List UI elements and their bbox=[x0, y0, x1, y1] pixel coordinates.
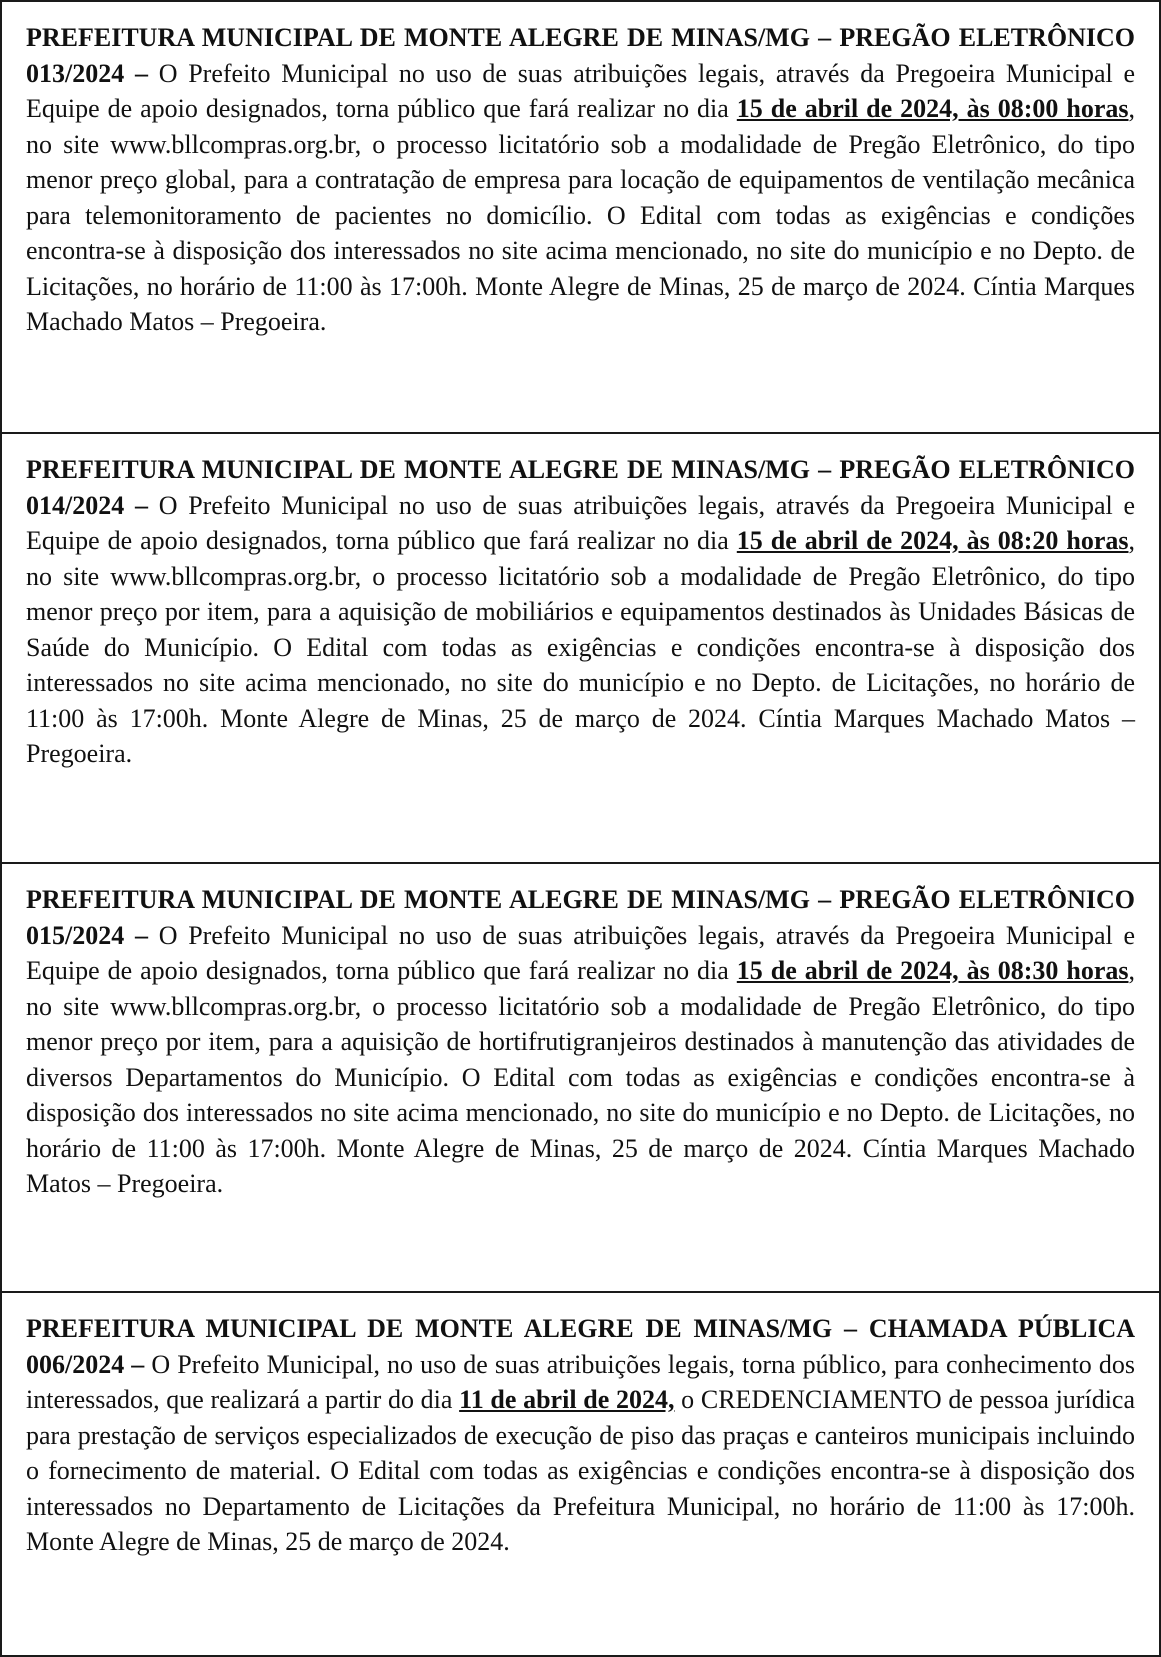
notice-pregao-013 bbox=[2, 2, 1159, 434]
notice-body-start: O Prefeito Municipal no uso de suas atribuições legais, através da Pregoeira Municipal e Equipe de apoio designados, torna público que fará realizar no dia bbox=[26, 58, 1135, 123]
notice-date: 15 de abril de 2024, às 08:00 horas bbox=[736, 94, 1129, 123]
notice-heading: PREFEITURA MUNICIPAL DE MONTE ALEGRE DE MINAS/MG – PREGÃO ELETRÔNICO 014/2024 – bbox=[26, 455, 1135, 520]
notice-body-end: , no site www.bllcompras.org.br, o processo licitatório sob a modalidade de Pregão Eletrônico, do tipo menor preço por item, para a aquisição de hortifrutigranjeiros destinados à manutenção das atividades de diversos Departamentos do Município. O Edital com todas as exigências e condições encontra-se à disposição dos interessados no site acima mencionado, no site do município e no Depto. de Licitações, no horário de 11:00 às 17:00h. Monte Alegre de Minas, 25 de março de 2024. Cíntia Marques Machado Matos – Pregoeira. bbox=[26, 956, 1135, 1198]
notice-date: 15 de abril de 2024, às 08:20 horas bbox=[736, 526, 1129, 555]
notice-heading: PREFEITURA MUNICIPAL DE MONTE ALEGRE DE MINAS/MG – CHAMADA PÚBLICA 006/2024 – bbox=[26, 1314, 1135, 1379]
notice-body-start: O Prefeito Municipal no uso de suas atribuições legais, através da Pregoeira Municipal e Equipe de apoio designados, torna público que fará realizar no dia bbox=[26, 920, 1135, 985]
notice-body-start: O Prefeito Municipal, no uso de suas atribuições legais, torna público, para conhecimento dos interessados, que realizará a partir do dia bbox=[26, 1349, 1135, 1414]
notice-date: 11 de abril de 2024, bbox=[459, 1385, 675, 1414]
notice-pregao-014 bbox=[2, 434, 1159, 864]
notice-body-end: o CREDENCIAMENTO de pessoa jurídica para prestação de serviços especializados de execução de piso das praças e canteiros municipais incluindo o fornecimento de material. O Edital com todas as exigências e condições encontra-se à disposição dos interessados no Departamento de Licitações da Prefeitura Municipal, no horário de 11:00 às 17:00h. Monte Alegre de Minas, 25 de março de 2024. bbox=[26, 1385, 1135, 1556]
notice-body-end: , no site www.bllcompras.org.br, o processo licitatório sob a modalidade de Pregão Eletrônico, do tipo menor preço global, para a contratação de empresa para locação de equipamentos de ventilação mecânica para telemonitoramento de pacientes no domicílio. O Edital com todas as exigências e condições encontra-se à disposição dos interessados no site acima mencionado, no site do município e no Depto. de Licitações, no horário de 11:00 às 17:00h. Monte Alegre de Minas, 25 de março de 2024. Cíntia Marques Machado Matos – Pregoeira. bbox=[26, 94, 1135, 336]
notice-chamada-publica-006 bbox=[2, 1293, 1159, 1655]
notice-date: 15 de abril de 2024, às 08:30 horas bbox=[736, 956, 1129, 985]
notice-heading: PREFEITURA MUNICIPAL DE MONTE ALEGRE DE MINAS/MG – PREGÃO ELETRÔNICO 015/2024 – bbox=[26, 885, 1135, 950]
notice-pregao-015 bbox=[2, 864, 1159, 1293]
notice-body-start: O Prefeito Municipal no uso de suas atribuições legais, através da Pregoeira Municipal e Equipe de apoio designados, torna público que fará realizar no dia bbox=[26, 490, 1135, 555]
notice-body-end: , no site www.bllcompras.org.br, o processo licitatório sob a modalidade de Pregão Eletrônico, do tipo menor preço por item, para a aquisição de mobiliários e equipamentos destinados às Unidades Básicas de Saúde do Município. O Edital com todas as exigências e condições encontra-se à disposição dos interessados no site acima mencionado, no site do município e no Depto. de Licitações, no horário de 11:00 às 17:00h. Monte Alegre de Minas, 25 de março de 2024. Cíntia Marques Machado Matos – Pregoeira. bbox=[26, 526, 1135, 768]
notice-heading: PREFEITURA MUNICIPAL DE MONTE ALEGRE DE MINAS/MG – PREGÃO ELETRÔNICO 013/2024 – bbox=[26, 23, 1135, 88]
